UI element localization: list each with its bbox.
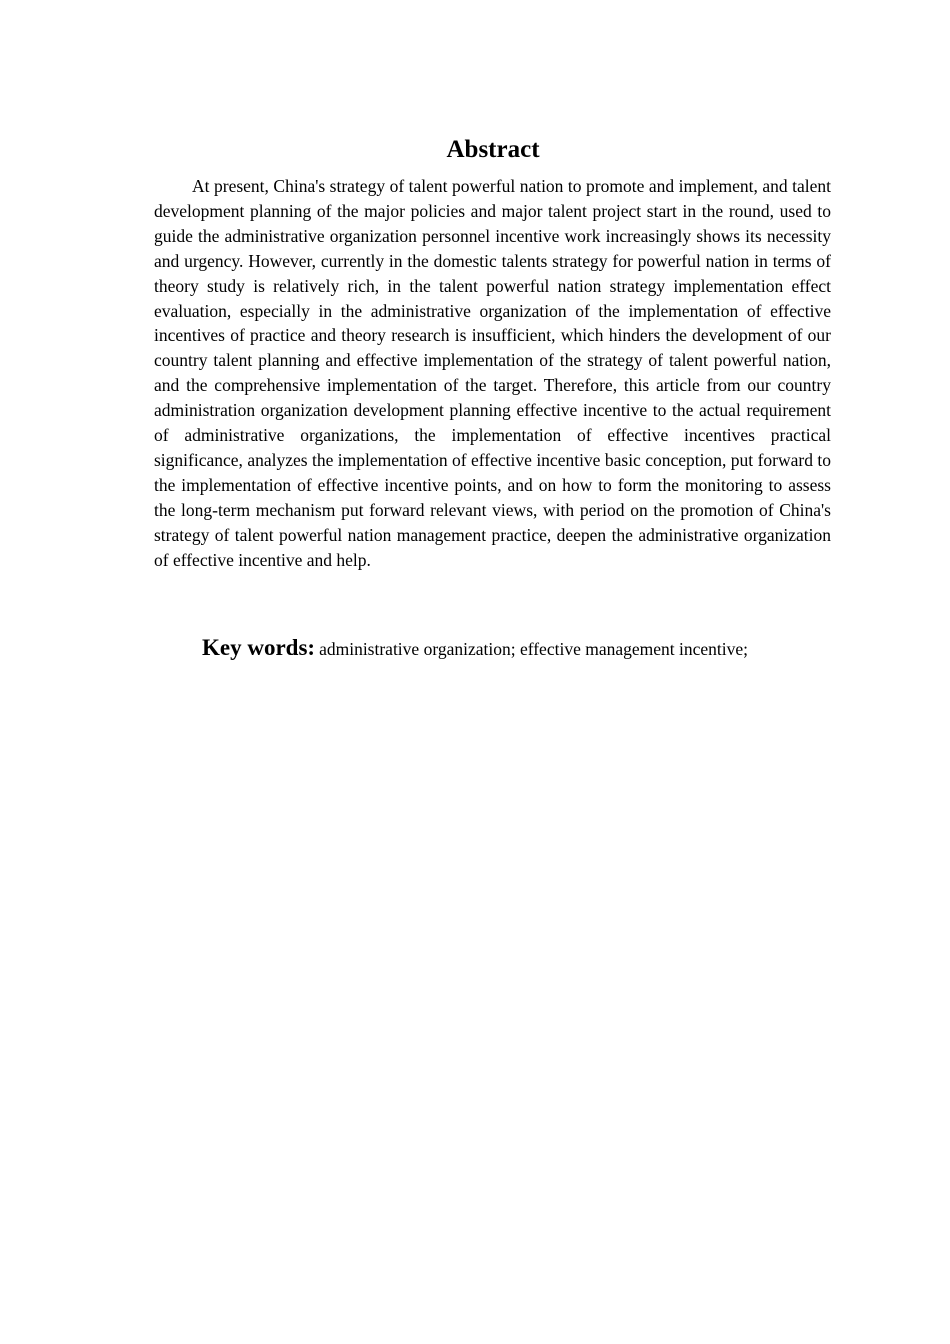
- keywords-line: [202, 632, 842, 667]
- abstract-body: At present, China's strategy of talent powerful nation to promote and implement, and talent development planning of the major policies and major talent project start in the round, used to guide the administrative organization personnel incentive work increasingly shows its necessity and urgency. However, currently in the domestic talents strategy for powerful nation in terms of theory study is relatively rich, in the talent powerful nation strategy implementation effect evaluation, especially in the administrative organization of the implementation of effective incentives of practice and theory research is insufficient, which hinders the development of our country talent planning and effective implementation of the strategy of talent powerful nation, and the comprehensive implementation of the target. Therefore, this article from our country administration organization development planning effective incentive to the actual requirement of administrative organizations, the implementation of effective incentives practical significance, analyzes the implementation of effective incentive basic conception, put forward to the implementation of effective incentive points, and on how to form the monitoring to assess the long-term mechanism put forward relevant views, with period on the promotion of China's strategy of talent powerful nation management practice, deepen the administrative organization of effective incentive and help.: [154, 176, 831, 570]
- keywords-label: Key words:: [202, 635, 316, 660]
- keywords-text: administrative organization; effective management incentive;: [319, 639, 748, 659]
- abstract-title: Abstract: [446, 136, 540, 163]
